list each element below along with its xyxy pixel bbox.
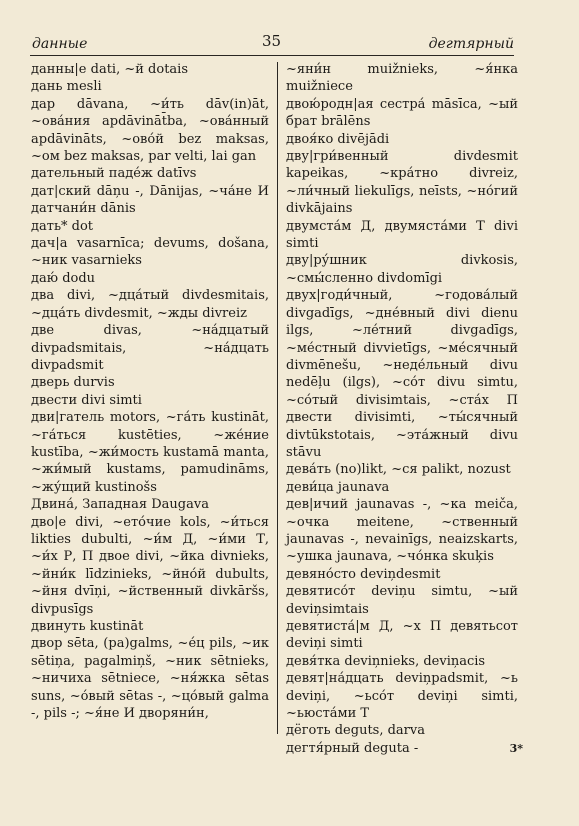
entry: дву|гри́венный divdesmit kapeikas, ~кра́тно divreiz, ~ли́чный liekulīgs, neīsts, ~но́гий divkājains <box>286 149 518 217</box>
entry: деви́ца jaunava <box>286 479 390 495</box>
entry: дат|ский dāņu -, Dānijas, ~ча́не И датчани́н dānis <box>31 183 269 217</box>
entry: дач|а vasarnīca; devums, došana, ~ник vasarnieks <box>31 236 269 269</box>
page-number: 35 <box>262 32 282 50</box>
entry: двумста́м Д, двумяста́ми Т divi simti <box>286 218 518 252</box>
signature-mark: 3* <box>509 742 523 755</box>
entry: дательный паде́ж datīvs <box>31 166 197 182</box>
entry: двинуть kustināt <box>31 619 144 634</box>
entry: данны|е dati, ~й dotais <box>31 62 188 77</box>
entry: ~яни́н muižnieks, ~я́нка muižniece <box>286 62 518 95</box>
entry: дань mesli <box>31 79 102 95</box>
entry: дегтя́рный deguta - <box>286 740 419 756</box>
entry: дву|ру́шник divkosis, ~смы́сленно divdomīgi <box>286 253 518 286</box>
header-rule <box>30 55 514 56</box>
entry: дво|е divi, ~ето́чие kols, ~и́ться likties dubulti, ~и́м Д, ~и́ми Т, ~и́х Р, П двое divi, ~йка divnieks, ~йни́к līdzinieks, ~йно́й dubults, ~йня dvīņi, ~йственный divkāršs, divpusīgs <box>31 514 269 617</box>
entry: дева́ть (no)likt, ~ся palikt, nozust <box>286 462 511 478</box>
entry: два divi, ~дца́тый divdesmitais, ~дца́ть divdesmit, ~жды divreiz <box>31 288 269 321</box>
entry: дёготь deguts, darva <box>286 723 425 739</box>
entry: даю́ dodu <box>31 270 96 286</box>
header-last-word: дегтярный <box>428 36 514 52</box>
header-first-word: данные <box>32 36 88 52</box>
right-column <box>286 61 518 756</box>
entry: дверь durvis <box>31 375 115 391</box>
entry: две divas, ~на́дцатый divpadsmitais, ~на́дцать divpadsmit <box>31 323 269 373</box>
entry: двоя́ко divējādi <box>286 131 390 147</box>
entry: двор sēta, (pa)galms, ~е́ц pils, ~ик sētiņa, pagalmiņš, ~ник sētnieks, ~ничиха sētniece, ~ня́жка sētas suns, ~о́вый sētas -, ~цо́вый galma -, pils -; ~я́не И дворяни́н, <box>31 636 269 722</box>
entry: двух|годи́чный, ~годова́лый divgadīgs, ~дне́вный divi dienu ilgs, ~ле́тний divgadīgs, ~ме́стный divvietīgs, ~ме́сячный divmēnešu, ~неде́льный divu nedēļu (ilgs), ~со́т divu simtu, ~со́тый divisimtais, ~ста́х П двести divisimti, ~ты́сячный divtūkstotais, ~эта́жный divu stāvu <box>286 288 518 460</box>
entry: девятиста́|м Д, ~х П девятьсот deviņi simti <box>286 619 518 652</box>
entry: дев|ичий jaunavas -, ~ка meiča, ~очка meitene, ~ственный jaunavas -, nevainīgs, neaizskarts, ~ушка jaunava, ~чо́нка skuķis <box>286 497 518 565</box>
entry: дать* dot <box>31 218 94 234</box>
entry: дар dāvana, ~и́ть dāv(in)āt, ~ова́ния apdāvināt̄ba, ~ова́нный apdāvināts, ~ово́й bez maksas, ~ом bez maksas, par velti, lai gan <box>31 96 269 165</box>
entry: Двина́, Западная Daugava <box>31 497 209 513</box>
entry: девят|на́дцать deviņpadsmit, ~ь deviņi, ~ьсо́т deviņi simti, ~ьюста́ми Т <box>286 671 518 722</box>
entry: двою́родн|ая сестра́ māsīca, ~ый брат brālēns <box>286 96 518 130</box>
entry: девятисо́т deviņu simtu, ~ый deviņsimtais <box>286 584 518 617</box>
entry: девя́тка deviņnieks, deviņacis <box>286 653 486 669</box>
column-divider <box>277 62 278 734</box>
entry: дви|гатель motors, ~га́ть kustināt, ~га́ться kustēties, ~же́ние kustība, ~жи́мость kustamā manta, ~жи́мый kustams, pamudināms, ~жу́щий kustinošs <box>31 410 269 495</box>
page-header <box>30 30 514 54</box>
entry: двести divi simti <box>31 392 142 408</box>
left-column <box>31 61 269 741</box>
entry: девяно́сто deviņdesmit <box>286 566 441 582</box>
